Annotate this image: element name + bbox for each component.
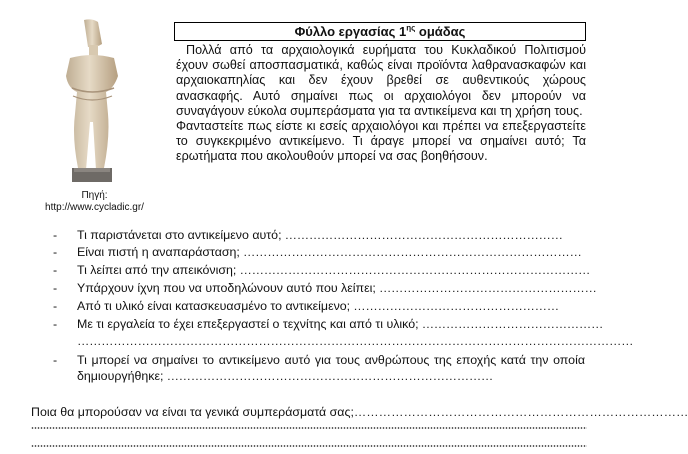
question-dash: - [53, 317, 58, 331]
intro-paragraph-2: Φανταστείτε πως είστε κι εσείς αρχαιολόγοι και πρέπει να επεξεργαστείτε το συγκεκριμένο αντικείμενο. Τι άραγε μπορεί να σημαίνει αυτό; Τα ερωτήματα που ακολουθούν μπορεί να σας βοηθήσουν. [176, 119, 586, 164]
question-dash: - [53, 263, 58, 277]
closing-text: Ποια θα μπορούσαν να είναι τα γενικά συμπεράσματά σας; [31, 405, 354, 419]
cycladic-figurine-image [46, 18, 138, 186]
question-text: Με τι εργαλεία το έχει επεξεργαστεί ο τεχνίτης και από τι υλικό; [77, 317, 419, 331]
caption-label: Πηγή: [81, 190, 108, 201]
question-dash: - [53, 353, 58, 367]
question-item [53, 298, 587, 314]
question-item [53, 352, 585, 384]
answer-blank[interactable]: ……………………………………………… [375, 281, 597, 295]
answer-blank[interactable]: …………………………………………………………… [281, 228, 563, 242]
answer-line[interactable] [31, 427, 587, 429]
intro-text [176, 43, 586, 165]
question-text: Από τι υλικό είναι κατασκευασμένο το αντικείμενο; [77, 299, 351, 313]
worksheet-title [174, 22, 586, 41]
question-dash: - [53, 299, 58, 313]
answer-line[interactable] [31, 445, 587, 447]
title-suffix: ομάδας [415, 24, 466, 39]
answer-blank[interactable]: ………………………………………………………………………… [239, 245, 582, 259]
answer-blank[interactable]: ……………………………………………………………………… [353, 405, 688, 419]
question-item [53, 316, 604, 332]
closing-question [31, 404, 688, 420]
question-text: Τι παριστάνεται στο αντικείμενο αυτό; [77, 228, 282, 242]
question-text: Τι λείπει από την απεικόνιση; [77, 263, 237, 277]
answer-blank[interactable]: …………………………………………………………………………… [236, 263, 591, 277]
intro-paragraph-1: Πολλά από τα αρχαιολογικά ευρήματα του Κυκλαδικού Πολιτισμού έχουν σωθεί αποσπασματικά, καθώς είναι προϊόντα λαθρανασκαφών και αρχαιοκαπηλίας και δεν έχουν βρεθεί σε αυθεντικούς χώρους ανασκαφής. Αυτό σημαίνει πως οι αρχαιολόγοι δεν μπορούν να συναγάγουν εύκολα συμπεράσματα για τα αντικείμενα και τη χρήση τους. [176, 43, 586, 118]
image-caption [22, 190, 167, 214]
question-dash: - [53, 281, 58, 295]
answer-blank[interactable]: ………………………………………………………………………………………………………………………… [77, 334, 634, 348]
question-text: Είναι πιστή η αναπαράσταση; [77, 245, 240, 259]
question-item [53, 262, 591, 278]
title-prefix: Φύλλο εργασίας 1 [294, 24, 407, 39]
question-item [53, 244, 587, 260]
question-text: Υπάρχουν ίχνη που να υποδηλώνουν αυτό που λείπει; [77, 281, 376, 295]
question-text: Τι μπορεί να σημαίνει το αντικείμενο αυτό για τους ανθρώπους της εποχής κατά την οποία δημιουργήθηκε; [77, 353, 585, 383]
title-superscript: ης [406, 23, 416, 33]
answer-blank[interactable]: …………………………………………… [350, 299, 559, 313]
question-item [53, 280, 597, 296]
caption-url: http://www.cycladic.gr/ [45, 202, 144, 213]
answer-blank[interactable]: ……………………………………………………………………… [163, 369, 494, 383]
answer-blank[interactable]: ……………………………………… [418, 317, 604, 331]
question-dash: - [53, 228, 58, 242]
question-item [53, 227, 587, 243]
question-item-continuation [77, 333, 634, 349]
question-dash: - [53, 245, 58, 259]
